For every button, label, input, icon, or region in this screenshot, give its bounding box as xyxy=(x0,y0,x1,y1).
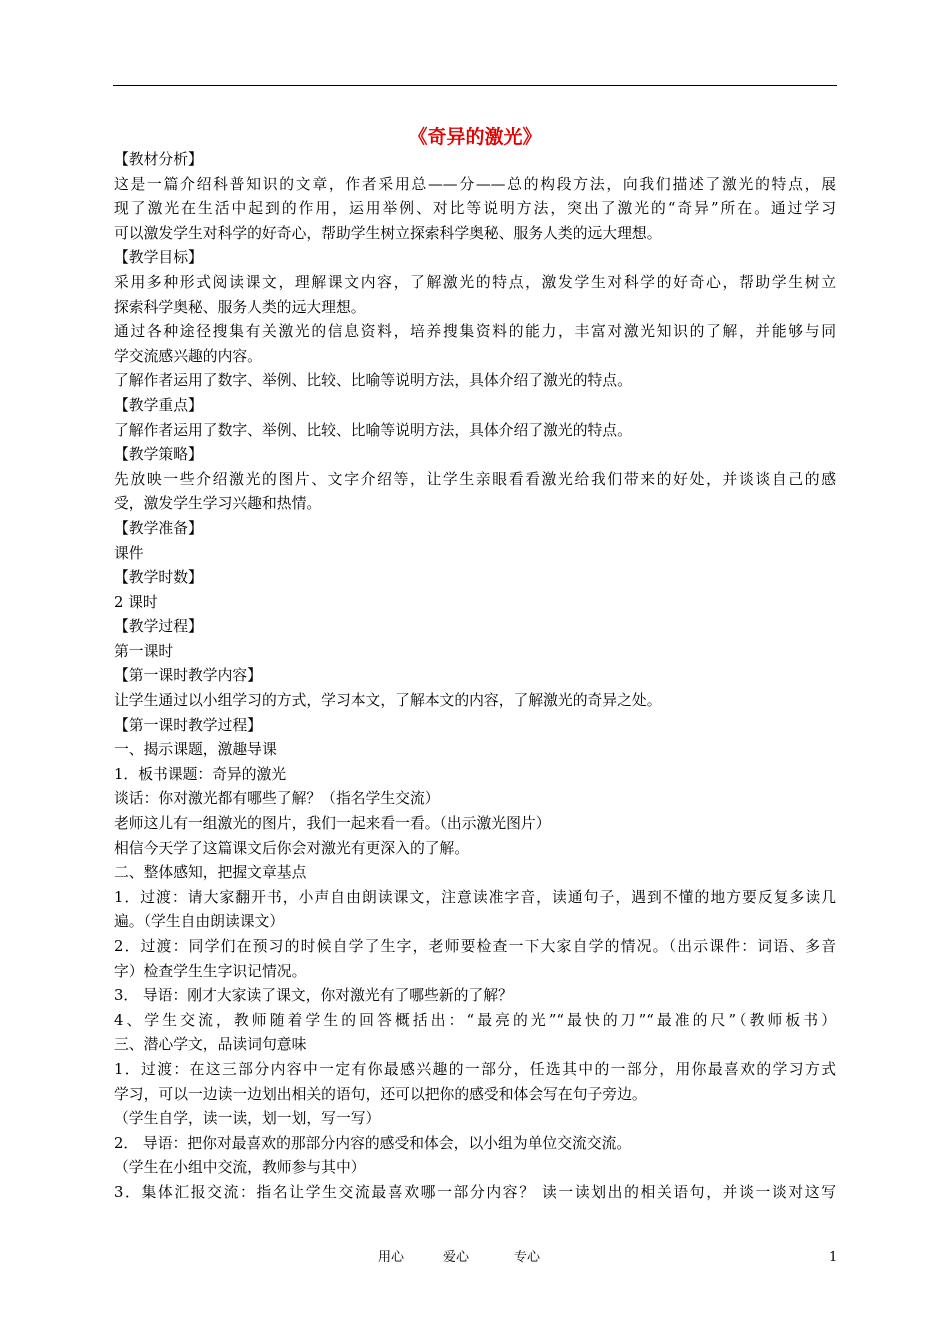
text-line: 【教学策略】 xyxy=(114,446,203,464)
text-line: （学生自学，读一读，划一划，写一写） xyxy=(114,1110,381,1128)
text-line: 相信今天学了这篇课文后你会对激光有更深入的了解。 xyxy=(114,839,470,857)
text-line: 让学生通过以小组学习的方式，学习本文，了解本文的内容，了解激光的奇异之处。 xyxy=(114,692,662,710)
text-line: 这是一篇介绍科普知识的文章，作者采用总——分——总的构段方法，向我们描述了激光的特点，展 xyxy=(114,175,836,193)
text-line: 字）检查学生生字识记情况。 xyxy=(114,962,307,980)
text-line: 【教学目标】 xyxy=(114,249,203,267)
text-line: 3． 导语：刚才大家读了课文，你对激光有了哪些新的了解？ xyxy=(114,987,513,1005)
text-line: 学交流感兴趣的内容。 xyxy=(114,347,262,365)
text-line: 了解作者运用了数字、举例、比较、比喻等说明方法，具体介绍了激光的特点。 xyxy=(114,421,632,439)
text-line: 【教学时数】 xyxy=(114,569,203,587)
text-line: 2． 导语：把你对最喜欢的那部分内容的感受和体会，以小组为单位交流交流。 xyxy=(114,1134,632,1152)
text-line: 受，激发学生学习兴趣和热情。 xyxy=(114,495,322,513)
page-number: 1 xyxy=(829,1250,838,1265)
text-line: 探索科学奥秘、服务人类的远大理想。 xyxy=(114,298,366,316)
text-line: 1．过渡：在这三部分内容中一定有你最感兴趣的一部分，任选其中的一部分，用你最喜欢的学习方式 xyxy=(114,1060,836,1078)
text-line: 3．集体汇报交流：指名让学生交流最喜欢哪一部分内容？ 读一读划出的相关语句，并谈一谈对这写 xyxy=(114,1183,836,1201)
document-title: 《奇异的激光》 xyxy=(408,126,542,148)
text-line: 【教材分析】 xyxy=(114,151,203,168)
footer-motto-2: 爱心 xyxy=(443,1250,470,1265)
document-body xyxy=(114,148,836,1206)
header-rule xyxy=(113,85,837,86)
text-line: 第一课时 xyxy=(114,642,174,660)
text-line: 老师这儿有一组激光的图片，我们一起来看一看。（出示激光图片） xyxy=(114,815,551,833)
text-line: 【第一课时教学内容】 xyxy=(114,667,262,685)
text-line: 课件 xyxy=(114,544,144,562)
text-line: 2 课时 xyxy=(114,593,158,611)
text-line: 【教学准备】 xyxy=(114,519,203,537)
text-line: 1．板书课题：奇异的激光 xyxy=(114,765,287,783)
text-line: 现了激光在生活中起到的作用，运用举例、对比等说明方法，突出了激光的“奇异”所在。通过学习 xyxy=(114,200,836,218)
text-line: 2．过渡：同学们在预习的时候自学了生字，老师要检查一下大家自学的情况。（出示课件：词语、多音 xyxy=(114,938,836,955)
text-line: 二、整体感知，把握文章基点 xyxy=(114,864,307,882)
text-line: 1．过渡：请大家翻开书，小声自由朗读课文，注意读准字音，读通句子，遇到不懂的地方要反复多读几 xyxy=(114,888,836,906)
text-line: 学习，可以一边读一边划出相关的语句，还可以把你的感受和体会写在句子旁边。 xyxy=(114,1085,647,1103)
text-line: 先放映一些介绍激光的图片、文字介绍等，让学生亲眼看看激光给我们带来的好处，并谈谈自己的感 xyxy=(114,470,836,488)
text-line: 【教学过程】 xyxy=(114,618,203,636)
footer-motto-3: 专心 xyxy=(514,1250,541,1265)
text-line: 4、学生交流，教师随着学生的回答概括出：“最亮的光”“最快的刀”“最准的尺”（教师板书） xyxy=(114,1011,836,1029)
text-line: 三、潜心学文，品读词句意味 xyxy=(114,1036,307,1054)
text-line: 遍。（学生自由朗读课文） xyxy=(114,913,285,931)
text-line: 了解作者运用了数字、举例、比较、比喻等说明方法，具体介绍了激光的特点。 xyxy=(114,372,632,390)
text-line: 采用多种形式阅读课文，理解课文内容，了解激光的特点，激发学生对科学的好奇心，帮助学生树立 xyxy=(114,273,836,291)
text-line: 可以激发学生对科学的好奇心，帮助学生树立探索科学奥秘、服务人类的远大理想。 xyxy=(114,224,662,242)
footer-motto-1: 用心 xyxy=(378,1250,405,1265)
text-line: 【教学重点】 xyxy=(114,396,203,414)
text-line: 通过各种途径搜集有关激光的信息资料，培养搜集资料的能力，丰富对激光知识的了解，并能够与同 xyxy=(114,323,836,341)
text-line: 【第一课时教学过程】 xyxy=(114,716,262,734)
text-line: （学生在小组中交流，教师参与其中） xyxy=(114,1159,366,1177)
text-line: 谈话：你对激光都有哪些了解？（指名学生交流） xyxy=(114,790,440,808)
text-line: 一、揭示课题，激趣导课 xyxy=(114,741,277,759)
